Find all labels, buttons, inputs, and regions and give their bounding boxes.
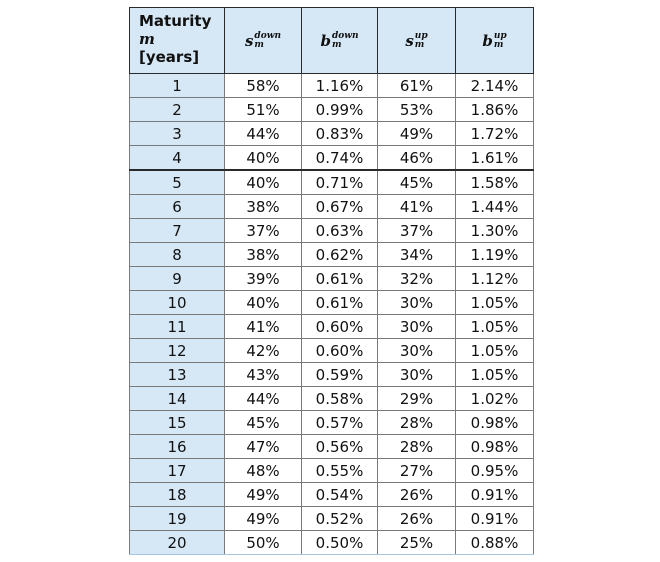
b-up-header: [456, 8, 534, 74]
s-up-cell: 53%: [378, 98, 456, 122]
s-up-cell: 34%: [378, 243, 456, 267]
b-down-cell: 1.16%: [302, 74, 378, 98]
s-down-cell: 41%: [225, 315, 302, 339]
b-down-cell: 0.55%: [302, 459, 378, 483]
s-up-cell: 26%: [378, 483, 456, 507]
b-up-cell: 1.72%: [456, 122, 534, 146]
s-down-cell: 39%: [225, 267, 302, 291]
b-down-header: [302, 8, 378, 74]
maturity-cell: 2: [130, 98, 225, 122]
maturity-cell: 17: [130, 459, 225, 483]
table-row: [130, 74, 534, 98]
b-up-sup: up: [493, 30, 507, 41]
b-up-cell: 0.95%: [456, 459, 534, 483]
b-up-cell: 1.05%: [456, 291, 534, 315]
s-up-sub: m: [414, 39, 425, 50]
s-up-cell: 32%: [378, 267, 456, 291]
table-row: [130, 170, 534, 195]
s-up-cell: 25%: [378, 531, 456, 555]
s-down-cell: 44%: [225, 122, 302, 146]
table-row: [130, 483, 534, 507]
b-down-cell: 0.54%: [302, 483, 378, 507]
b-down-cell: 0.60%: [302, 315, 378, 339]
s-up-cell: 28%: [378, 411, 456, 435]
table-row: [130, 98, 534, 122]
maturity-label: Maturity: [139, 12, 212, 30]
table-body: [130, 74, 534, 555]
s-up-cell: 30%: [378, 291, 456, 315]
b-down-sup: down: [331, 30, 359, 41]
b-down-cell: 0.61%: [302, 291, 378, 315]
s-up-header: [378, 8, 456, 74]
b-up-cell: 1.19%: [456, 243, 534, 267]
s-up-cell: 46%: [378, 146, 456, 171]
s-down-sub: m: [254, 39, 264, 50]
maturity-cell: 16: [130, 435, 225, 459]
table-row: [130, 315, 534, 339]
b-up-base: b: [482, 31, 493, 50]
maturity-cell: 3: [130, 122, 225, 146]
b-up-sub: m: [493, 39, 504, 50]
b-down-cell: 0.74%: [302, 146, 378, 171]
b-up-cell: 1.05%: [456, 315, 534, 339]
b-down-cell: 0.50%: [302, 531, 378, 555]
table-row: [130, 507, 534, 531]
b-down-cell: 0.56%: [302, 435, 378, 459]
table-row: [130, 219, 534, 243]
table-container: [129, 7, 533, 555]
table-row: [130, 531, 534, 555]
b-up-cell: 1.86%: [456, 98, 534, 122]
b-down-sub: m: [331, 39, 342, 50]
s-down-cell: 38%: [225, 195, 302, 219]
table-row: [130, 291, 534, 315]
s-up-cell: 30%: [378, 339, 456, 363]
b-up-cell: 0.91%: [456, 507, 534, 531]
maturity-unit: [years]: [139, 48, 200, 66]
maturity-cell: 18: [130, 483, 225, 507]
s-down-cell: 40%: [225, 146, 302, 171]
b-up-cell: 1.05%: [456, 339, 534, 363]
maturity-cell: 5: [130, 170, 225, 195]
b-up-cell: 1.44%: [456, 195, 534, 219]
b-down-cell: 0.60%: [302, 339, 378, 363]
s-up-cell: 37%: [378, 219, 456, 243]
table-row: [130, 267, 534, 291]
s-down-cell: 47%: [225, 435, 302, 459]
b-down-cell: 0.83%: [302, 122, 378, 146]
s-down-cell: 38%: [225, 243, 302, 267]
s-up-cell: 41%: [378, 195, 456, 219]
b-up-cell: 1.12%: [456, 267, 534, 291]
table-row: [130, 411, 534, 435]
b-down-base: b: [320, 31, 331, 50]
maturity-cell: 19: [130, 507, 225, 531]
b-down-cell: 0.63%: [302, 219, 378, 243]
b-down-cell: 0.61%: [302, 267, 378, 291]
b-down-cell: 0.71%: [302, 170, 378, 195]
s-down-cell: 42%: [225, 339, 302, 363]
b-up-cell: 1.61%: [456, 146, 534, 171]
table-row: [130, 459, 534, 483]
b-up-cell: 0.98%: [456, 435, 534, 459]
s-up-cell: 61%: [378, 74, 456, 98]
table-row: [130, 122, 534, 146]
stress-parameter-table: [129, 7, 534, 555]
maturity-cell: 1: [130, 74, 225, 98]
maturity-cell: 15: [130, 411, 225, 435]
s-down-cell: 49%: [225, 507, 302, 531]
maturity-cell: 6: [130, 195, 225, 219]
s-up-cell: 28%: [378, 435, 456, 459]
table-row: [130, 195, 534, 219]
table-row: [130, 363, 534, 387]
b-down-cell: 0.58%: [302, 387, 378, 411]
maturity-cell: 14: [130, 387, 225, 411]
s-down-cell: 45%: [225, 411, 302, 435]
b-down-cell: 0.52%: [302, 507, 378, 531]
s-up-cell: 49%: [378, 122, 456, 146]
s-down-cell: 40%: [225, 170, 302, 195]
s-up-cell: 29%: [378, 387, 456, 411]
s-down-cell: 43%: [225, 363, 302, 387]
s-up-cell: 26%: [378, 507, 456, 531]
maturity-cell: 8: [130, 243, 225, 267]
b-down-cell: 0.57%: [302, 411, 378, 435]
b-down-cell: 0.62%: [302, 243, 378, 267]
s-down-cell: 50%: [225, 531, 302, 555]
maturity-cell: 7: [130, 219, 225, 243]
maturity-cell: 13: [130, 363, 225, 387]
b-up-cell: 2.14%: [456, 74, 534, 98]
maturity-cell: 9: [130, 267, 225, 291]
table-row: [130, 435, 534, 459]
s-down-cell: 44%: [225, 387, 302, 411]
s-up-cell: 30%: [378, 363, 456, 387]
s-down-sup: down: [254, 30, 282, 41]
b-down-cell: 0.67%: [302, 195, 378, 219]
b-down-cell: 0.99%: [302, 98, 378, 122]
b-up-cell: 1.02%: [456, 387, 534, 411]
maturity-cell: 4: [130, 146, 225, 171]
maturity-cell: 20: [130, 531, 225, 555]
s-up-sup: up: [414, 30, 428, 41]
maturity-cell: 11: [130, 315, 225, 339]
s-down-cell: 37%: [225, 219, 302, 243]
table-row: [130, 146, 534, 171]
b-up-cell: 1.58%: [456, 170, 534, 195]
b-up-cell: 0.91%: [456, 483, 534, 507]
b-down-cell: 0.59%: [302, 363, 378, 387]
b-up-cell: 1.30%: [456, 219, 534, 243]
b-up-cell: 0.98%: [456, 411, 534, 435]
maturity-cell: 10: [130, 291, 225, 315]
s-down-header: [225, 8, 302, 74]
table-row: [130, 243, 534, 267]
s-down-base: s: [244, 31, 254, 50]
maturity-cell: 12: [130, 339, 225, 363]
maturity-header: [130, 8, 225, 74]
s-up-cell: 30%: [378, 315, 456, 339]
s-up-cell: 45%: [378, 170, 456, 195]
s-down-cell: 58%: [225, 74, 302, 98]
s-down-cell: 49%: [225, 483, 302, 507]
table-header: [130, 8, 534, 74]
s-down-cell: 51%: [225, 98, 302, 122]
s-down-cell: 48%: [225, 459, 302, 483]
s-up-base: s: [405, 31, 414, 50]
b-up-cell: 1.05%: [456, 363, 534, 387]
table-row: [130, 339, 534, 363]
s-up-cell: 27%: [378, 459, 456, 483]
b-up-cell: 0.88%: [456, 531, 534, 555]
maturity-symbol: m: [139, 30, 155, 48]
table-row: [130, 387, 534, 411]
s-down-cell: 40%: [225, 291, 302, 315]
